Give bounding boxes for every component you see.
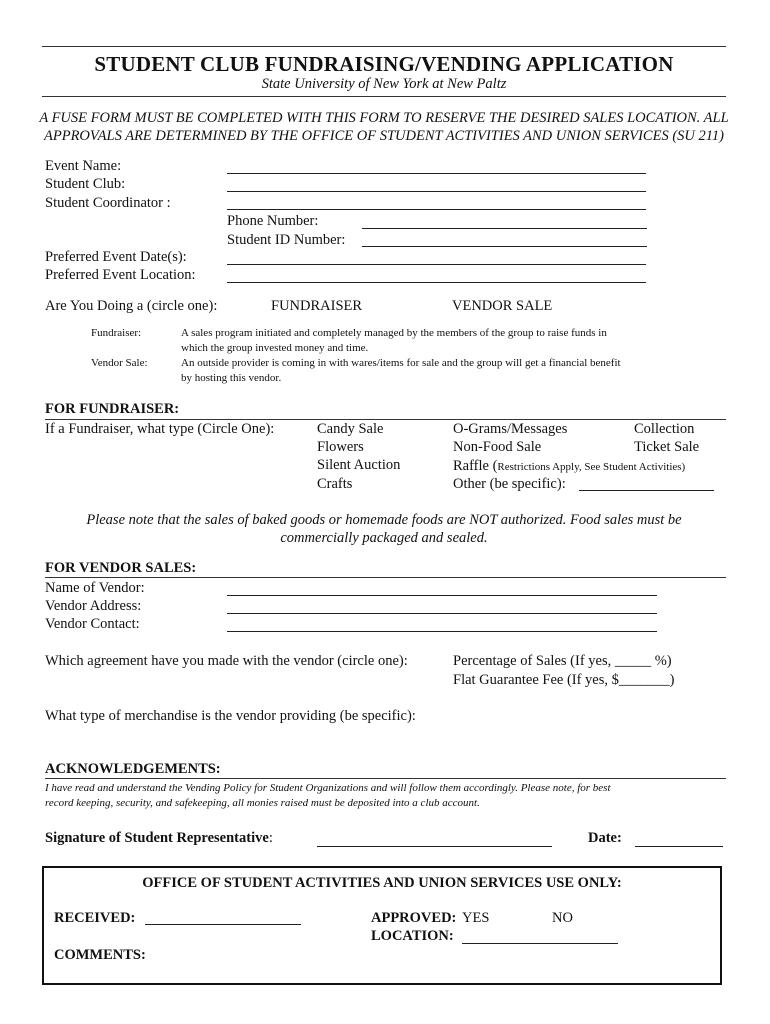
vendor-contact-field[interactable] — [227, 631, 657, 632]
student-club-label: Student Club: — [45, 176, 126, 192]
vendor-definition-1: An outside provider is coming in with wares/items for sale and the group will get a financial benefit — [181, 357, 621, 369]
header-rule — [42, 96, 726, 97]
type-question: Are You Doing a (circle one): — [45, 298, 218, 314]
form-title: STUDENT CLUB FUNDRAISING/VENDING APPLICATION — [94, 52, 674, 76]
agreement-question: Which agreement have you made with the vendor (circle one): — [45, 653, 408, 669]
notice-line-2: APPROVALS ARE DETERMINED BY THE OFFICE OF STUDENT ACTIVITIES AND UNION SERVICES (SU 211) — [44, 128, 724, 144]
event-name-label: Event Name: — [45, 158, 122, 174]
event-location-field[interactable] — [227, 282, 646, 283]
student-id-label: Student ID Number: — [227, 232, 346, 248]
option-fundraiser[interactable]: FUNDRAISER — [271, 298, 363, 314]
received-label: RECEIVED: — [54, 910, 136, 926]
option-flowers[interactable]: Flowers — [317, 439, 364, 455]
approved-no[interactable]: NO — [552, 910, 573, 926]
student-id-field[interactable] — [362, 246, 647, 247]
location-label: LOCATION: — [371, 928, 454, 944]
phone-field[interactable] — [362, 228, 647, 229]
event-dates-label: Preferred Event Date(s): — [45, 249, 187, 265]
ack-text-line-1: I have read and understand the Vending Policy for Student Organizations and will follow them accordingly. Please note, for best — [45, 782, 611, 794]
other-specific-field[interactable] — [579, 490, 714, 491]
fundraiser-heading: FOR FUNDRAISER: — [45, 401, 180, 417]
vendor-heading: FOR VENDOR SALES: — [45, 560, 197, 576]
fundraiser-rule — [45, 419, 726, 420]
vendor-rule — [45, 577, 726, 578]
vendor-contact-label: Vendor Contact: — [45, 616, 140, 632]
office-heading: OFFICE OF STUDENT ACTIVITIES AND UNION SERVICES USE ONLY: — [142, 875, 622, 891]
notice-line-1: A FUSE FORM MUST BE COMPLETED WITH THIS FORM TO RESERVE THE DESIRED SALES LOCATION. ALL — [39, 110, 729, 126]
option-ticket-sale[interactable]: Ticket Sale — [634, 439, 700, 455]
fundraiser-question: If a Fundraiser, what type (Circle One): — [45, 421, 275, 437]
vendor-definition-2: by hosting this vendor. — [181, 372, 282, 384]
date-field[interactable] — [635, 846, 723, 847]
option-raffle[interactable] — [453, 457, 685, 475]
top-rule — [42, 46, 726, 47]
option-candy-sale[interactable]: Candy Sale — [317, 421, 384, 437]
ack-heading: ACKNOWLEDGEMENTS: — [45, 761, 221, 777]
vendor-address-label: Vendor Address: — [45, 598, 142, 614]
signature-field[interactable] — [317, 846, 552, 847]
option-crafts[interactable]: Crafts — [317, 476, 353, 492]
coordinator-field[interactable] — [227, 209, 646, 210]
fundraiser-definition-2: which the group invested money and time. — [181, 342, 369, 354]
fundraiser-term: Fundraiser: — [91, 327, 142, 339]
received-field[interactable] — [145, 924, 301, 925]
approved-yes[interactable]: YES — [462, 910, 490, 926]
ack-rule — [45, 778, 726, 779]
raffle-label: Raffle ( — [453, 458, 498, 474]
comments-label: COMMENTS: — [54, 947, 146, 963]
signature-colon: : — [268, 830, 273, 846]
vendor-name-label: Name of Vendor: — [45, 580, 145, 596]
option-non-food-sale[interactable]: Non-Food Sale — [453, 439, 542, 455]
phone-label: Phone Number: — [227, 213, 319, 229]
ack-text-line-2: record keeping, security, and safekeeping, all monies raised must be deposited into a club account. — [45, 797, 480, 809]
option-collection[interactable]: Collection — [634, 421, 695, 437]
option-o-grams[interactable]: O-Grams/Messages — [453, 421, 568, 437]
agreement-flat-fee[interactable]: Flat Guarantee Fee (If yes, $_______) — [453, 672, 675, 688]
event-location-label: Preferred Event Location: — [45, 267, 196, 283]
option-other[interactable]: Other (be specific): — [453, 476, 566, 492]
event-name-field[interactable] — [227, 173, 646, 174]
food-note-line-2: commercially packaged and sealed. — [280, 530, 488, 546]
vendor-address-field[interactable] — [227, 613, 657, 614]
food-note-line-1: Please note that the sales of baked goods or homemade foods are NOT authorized. Food sales must be — [86, 512, 682, 528]
merchandise-question: What type of merchandise is the vendor providing (be specific): — [45, 708, 416, 724]
agreement-percentage[interactable]: Percentage of Sales (If yes, _____ %) — [453, 653, 672, 669]
vendor-term: Vendor Sale: — [91, 357, 148, 369]
fundraiser-definition-1: A sales program initiated and completely managed by the members of the group to raise funds in — [181, 327, 607, 339]
option-silent-auction[interactable]: Silent Auction — [317, 457, 401, 473]
raffle-note: Restrictions Apply, See Student Activities) — [497, 461, 686, 473]
event-dates-field[interactable] — [227, 264, 646, 265]
student-club-field[interactable] — [227, 191, 646, 192]
option-vendor-sale[interactable]: VENDOR SALE — [452, 298, 553, 314]
date-label: Date: — [588, 830, 622, 846]
coordinator-label: Student Coordinator : — [45, 195, 171, 211]
signature-label: Signature of Student Representative — [45, 830, 269, 846]
location-field[interactable] — [462, 943, 618, 944]
vendor-name-field[interactable] — [227, 595, 657, 596]
signature-label-wrap — [45, 830, 273, 847]
form-subtitle: State University of New York at New Paltz — [261, 76, 507, 92]
approved-label: APPROVED: — [371, 910, 457, 926]
